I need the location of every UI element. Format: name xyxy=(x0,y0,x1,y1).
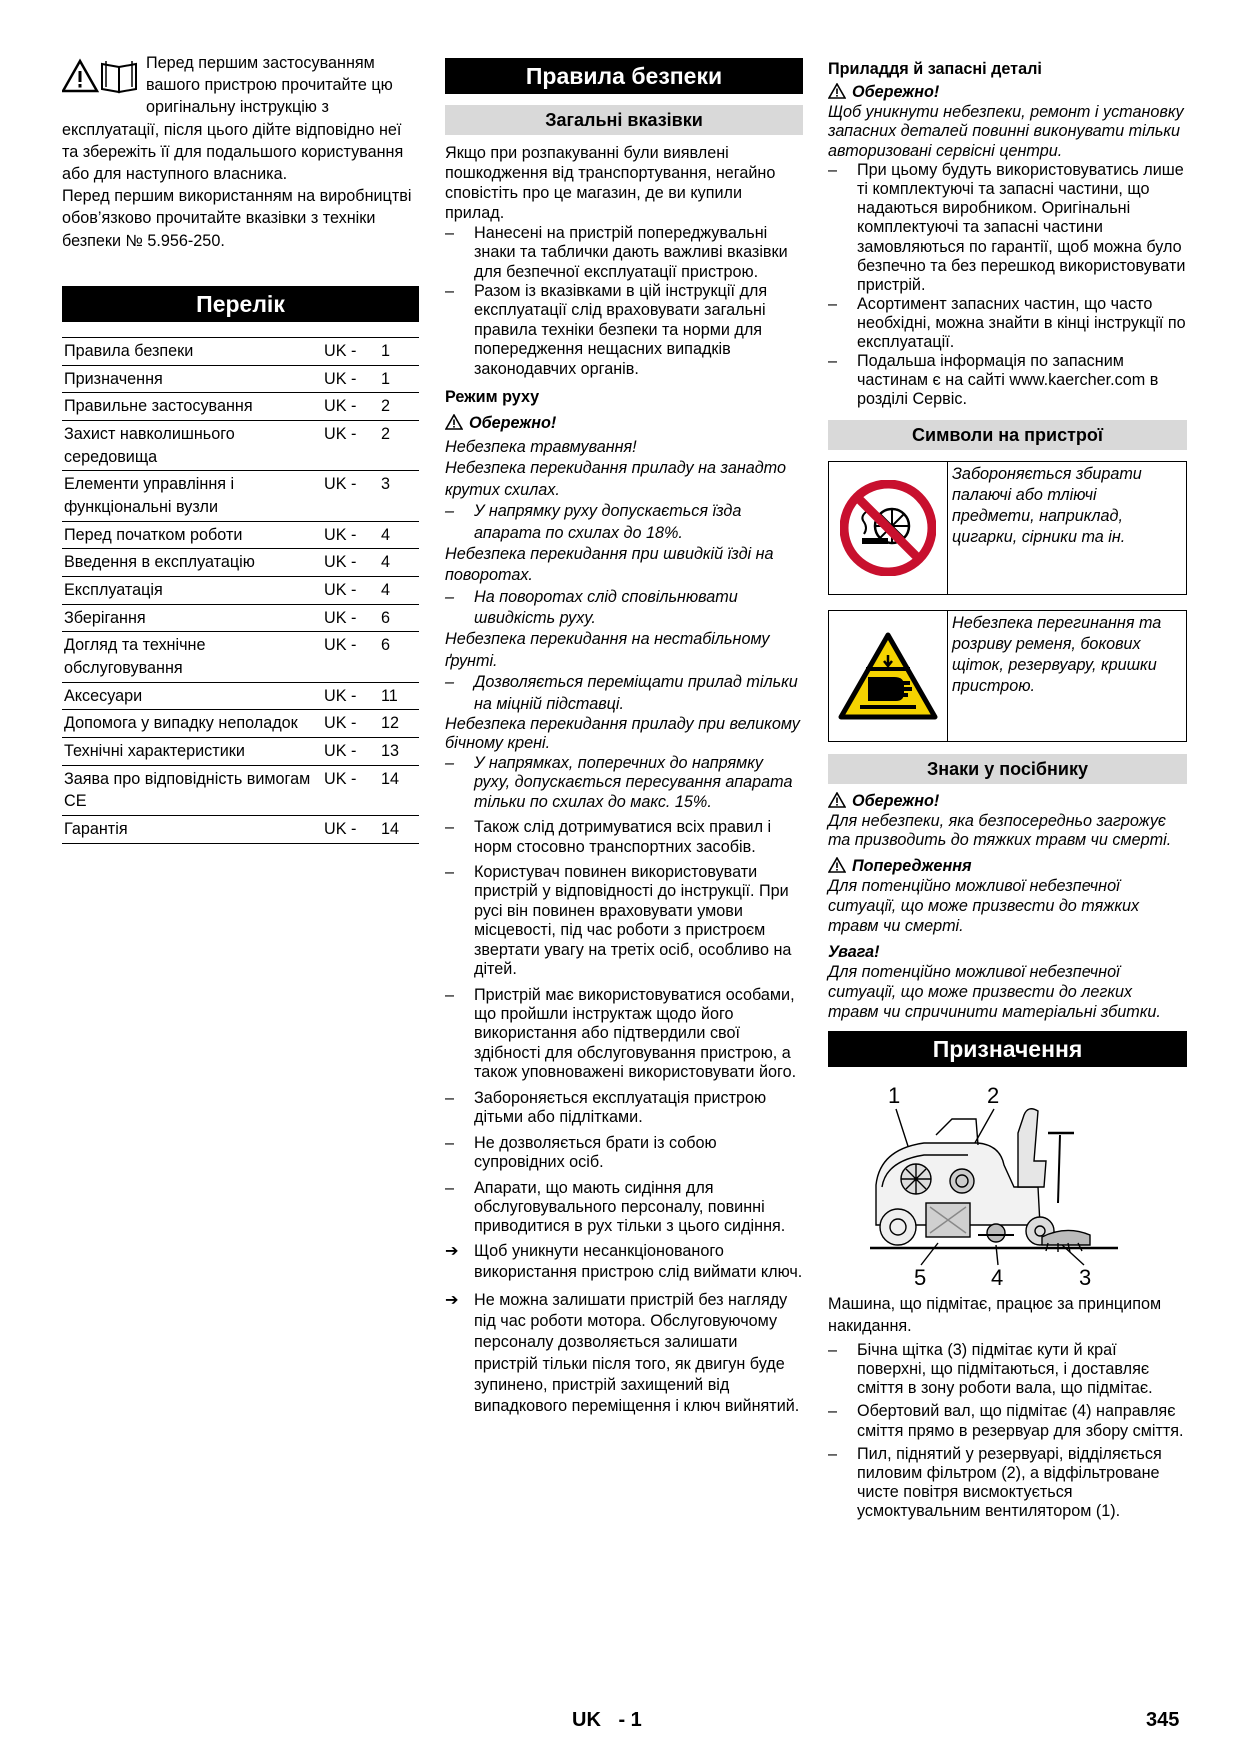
general-list xyxy=(445,224,803,380)
arrow-item: ➔ Щоб уникнути несанкціонованого використання пристрою слід виймати ключ. xyxy=(445,1241,803,1282)
sweeper-machine-illustration xyxy=(828,1075,1185,1297)
toc-label: Призначення xyxy=(62,365,324,393)
no-burning-objects-icon xyxy=(840,480,936,576)
drive-line: Небезпека перекидання на нестабільному ґрунті. xyxy=(445,630,770,670)
toc-prefix: UK - xyxy=(324,365,379,393)
toc-label: Допомога у випадку неполадок xyxy=(62,710,324,738)
list-item: – Пил, піднятий у резервуарі, відділяється пиловим фільтром (2), а відфільтроване чисте повітря висмоктується усмоктувальним вентилятором (1). xyxy=(828,1444,1162,1520)
toc-prefix: UK - xyxy=(324,604,379,632)
warning-icon xyxy=(828,857,846,873)
drive-warnings xyxy=(445,437,803,812)
figure-label: 2 xyxy=(987,1082,1000,1108)
arrow-icon: ➔ xyxy=(445,1241,459,1260)
toc-prefix: UK - xyxy=(324,738,379,766)
list-item: – Також слід дотримуватися всіх правил і норм стосовно транспортних засобів. xyxy=(445,818,772,856)
drive-dash: – У напрямках, поперечних до напрямку руху, допускається пересування апарата тільки по схилах до макс. 15%. xyxy=(445,753,793,811)
symbol-picture xyxy=(829,462,948,594)
toc-page: 4 xyxy=(379,577,419,605)
column-left xyxy=(62,52,419,844)
toc-row xyxy=(62,682,419,710)
toc-prefix: UK - xyxy=(324,521,379,549)
list-item: – Обертовий вал, що підмітає (4) направляє сміття прямо в резервуар для збору сміття. xyxy=(828,1402,1184,1440)
toc-page: 3 xyxy=(379,471,419,521)
drive-dash: – На поворотах слід сповільнювати швидкість руху. xyxy=(445,587,738,628)
general-text: Якщо при розпакуванні були виявлені пошкодження від транспортування, негайно сповістіть про це магазин, де ви купили прилад. xyxy=(445,144,776,222)
figure-label: 5 xyxy=(914,1264,927,1290)
drive-list xyxy=(445,818,803,1237)
warning-icon xyxy=(828,792,846,808)
toc-page: 14 xyxy=(379,765,419,815)
symbol-text: Небезпека перегинання та розриву ременя, бокових щіток, резервуару, кришки пристрою. xyxy=(952,613,1162,695)
toc-row xyxy=(62,421,419,471)
list-item: – Бічна щітка (3) підмітає кути й краї поверхні, що підмітаються, і доставляє сміття в зону роботи вала, що підмітає. xyxy=(828,1341,1153,1398)
pinch-hazard-icon xyxy=(838,631,938,721)
toc-prefix: UK - xyxy=(324,682,379,710)
warning-icon xyxy=(445,414,463,430)
toc-label: Перед початком роботи xyxy=(62,521,324,549)
accessories-list xyxy=(828,161,1187,409)
toc-row xyxy=(62,632,419,682)
drive-line: Небезпека перекидання при швидкій їзді на поворотах. xyxy=(445,544,774,585)
toc-page: 11 xyxy=(379,682,419,710)
list-item: – Разом із вказівками в цій інструкції для експлуатації слід враховувати загальні правила техніки безпеки та норми для попередження нещасних випадків законодавчих органів. xyxy=(445,282,768,378)
toc-page: 6 xyxy=(379,604,419,632)
toc-prefix: UK - xyxy=(324,421,379,471)
toc-prefix: UK - xyxy=(324,632,379,682)
toc-label: Експлуатація xyxy=(62,577,324,605)
read-manual-icons xyxy=(62,58,138,100)
symbols-title: Символи на пристрої xyxy=(828,420,1187,450)
signs-attention-head: Увага! xyxy=(828,943,880,962)
drive-dash: – Дозволяється переміщати прилад тільки на міцній підставці. xyxy=(445,673,798,713)
toc-label: Зберігання xyxy=(62,604,324,632)
list-item: – Не дозволяється брати із собою супровідних осіб. xyxy=(445,1133,717,1172)
signs-warning-text: Для потенційно можливої небезпечної ситуації, що може призвести до тяжких травм чи смерті. xyxy=(828,877,1140,936)
safety-title: Правила безпеки xyxy=(445,58,803,94)
warning-icon xyxy=(828,83,846,99)
footer-page-number: 345 xyxy=(1146,1709,1180,1731)
signs-caution-head: Обережно! xyxy=(828,792,1187,812)
toc-label: Введення в експлуатацію xyxy=(62,549,324,577)
arrow-item: ➔ Не можна залишати пристрій без нагляду під час роботи мотора. Обслуговуючому персоналу дозволяється залишати пристрій тільки після того, як двигун буде зупинено, пристрій захищений від випадкового переміщення і ключ вийнятий. xyxy=(445,1290,800,1416)
toc-row xyxy=(62,393,419,421)
list-item: – Апарати, що мають сидіння для обслуговувального персоналу, повинні приводитися в рух тільки з цього сидіння. xyxy=(445,1178,786,1236)
toc-row xyxy=(62,816,419,844)
list-item: – Пристрій має використовуватися особами, що пройшли інструктаж щодо його використання або підтвердили свої здібності для обслуговування пристрою, а також уповноважені використовувати його. xyxy=(445,985,797,1082)
toc-row xyxy=(62,765,419,815)
toc-page: 13 xyxy=(379,738,419,766)
purpose-title: Призначення xyxy=(828,1031,1187,1067)
toc-label: Елементи управління і функціональні вузли xyxy=(62,471,324,521)
toc-row xyxy=(62,577,419,605)
drive-dash: – У напрямку руху допускається їзда апарата по схилах до 18%. xyxy=(445,502,742,542)
list-item: – Забороняється експлуатація пристрою дітьми або підлітками. xyxy=(445,1088,767,1127)
toc-page: 4 xyxy=(379,521,419,549)
toc-label: Догляд та технічне обслуговування xyxy=(62,632,324,682)
toc-prefix: UK - xyxy=(324,765,379,815)
accessories-title: Приладдя й запасні деталі xyxy=(828,60,1042,78)
sweeper-figure xyxy=(828,1075,1187,1297)
column-right xyxy=(828,52,1187,1521)
toc-prefix: UK - xyxy=(324,471,379,521)
toc-prefix: UK - xyxy=(324,393,379,421)
intro-paragraph-2: Перед першим використанням на виробництві обов’язково прочитайте вказівки з техніки безпеки № 5.956-250. xyxy=(62,187,412,250)
symbol-picture xyxy=(829,611,948,741)
symbol-text: Забороняється збирати палаючі або тліючі предмети, наприклад, цигарки, сірники та ін. xyxy=(952,464,1142,546)
symbol-box-pinch xyxy=(828,610,1187,742)
toc-page: 2 xyxy=(379,393,419,421)
accessories-caution: Обережно! xyxy=(828,83,1187,103)
toc-title: Перелік xyxy=(62,286,419,322)
list-item: – Користувач повинен використовувати пристрій у відповідності до інструкції. При русі він повинен враховувати умови місцевості, під час роботи з пристроєм звертати увагу на третіх осіб, особливо на дітей. xyxy=(445,862,792,979)
toc-label: Гарантія xyxy=(62,816,324,844)
drive-caution: Обережно! xyxy=(445,414,803,434)
signs-attention-text: Для потенційно можливої небезпечної ситуації, що може призвести до легких травм чи спричинити матеріальні збитки. xyxy=(828,962,1161,1021)
toc-row xyxy=(62,471,419,521)
toc-page: 14 xyxy=(379,816,419,844)
column-middle xyxy=(445,52,803,1418)
list-item: – Асортимент запасних частин, що часто необхідні, можна знайти в кінці інструкції по експлуатації. xyxy=(828,294,1186,352)
figure-label: 3 xyxy=(1079,1264,1092,1290)
drive-line: Небезпека травмування! xyxy=(445,438,637,457)
figure-label: 4 xyxy=(991,1264,1004,1290)
list-item: – Нанесені на пристрій попереджувальні знаки та таблички дають важливі вказівки для безпечної експлуатації пристрою. xyxy=(445,223,788,281)
accessories-warning-text: Щоб уникнути небезпеки, ремонт і установку запасних деталей повинні виконувати тільки авторизовані сервісні центри. xyxy=(828,102,1184,160)
toc-row xyxy=(62,521,419,549)
list-item: – При цьому будуть використовуватись лише ті комплектуючі та запасні частини, що надаються виробником. Оригінальні комплектуючі та запасні частини замовляються по гарантії, щоб можна було безпечно та без перешкод використовувати пристрій. xyxy=(828,161,1186,294)
toc-label: Технічні характеристики xyxy=(62,738,324,766)
drive-line: Небезпека перекидання приладу при великому бічному крені. xyxy=(445,714,800,753)
toc-prefix: UK - xyxy=(324,816,379,844)
warning-book-icon xyxy=(62,58,138,94)
symbol-box-fire xyxy=(828,461,1187,595)
toc-prefix: UK - xyxy=(324,577,379,605)
toc-page: 4 xyxy=(379,549,419,577)
figure-label: 1 xyxy=(888,1082,901,1108)
toc-page: 1 xyxy=(379,365,419,393)
general-title: Загальні вказівки xyxy=(445,105,803,135)
toc-table xyxy=(62,337,419,844)
footer-page-sep: - 1 xyxy=(618,1709,642,1731)
toc-row xyxy=(62,549,419,577)
signs-caution-text: Для небезпеки, яка безпосередньо загрожує та призводить до тяжких травм чи смерті. xyxy=(828,811,1172,850)
toc-row xyxy=(62,365,419,393)
purpose-text: Машина, що підмітає, працює за принципом накидання. xyxy=(828,1294,1162,1335)
toc-label: Правила безпеки xyxy=(62,338,324,366)
toc-row xyxy=(62,604,419,632)
drive-line: Небезпека перекидання приладу на занадто крутих схилах. xyxy=(445,459,786,499)
toc-row xyxy=(62,738,419,766)
list-item: – Подальша інформація по запасним частинам є на сайті www.kaercher.com в розділі Сервіс. xyxy=(828,352,1159,409)
toc-page: 6 xyxy=(379,632,419,682)
toc-page: 1 xyxy=(379,338,419,366)
toc-label: Захист навколишнього середовища xyxy=(62,421,324,471)
toc-prefix: UK - xyxy=(324,710,379,738)
toc-label: Правильне застосування xyxy=(62,393,324,421)
toc-page: 2 xyxy=(379,421,419,471)
signs-title: Знаки у посібнику xyxy=(828,754,1187,784)
toc-row xyxy=(62,710,419,738)
toc-prefix: UK - xyxy=(324,338,379,366)
intro-block xyxy=(62,52,419,274)
toc-page: 12 xyxy=(379,710,419,738)
signs-warning-head: Попередження xyxy=(828,857,1187,877)
toc-label: Заява про відповідність вимогам CE xyxy=(62,765,324,815)
toc-row xyxy=(62,338,419,366)
footer-lang: UK - 1 xyxy=(572,1709,642,1731)
toc-prefix: UK - xyxy=(324,549,379,577)
arrow-icon: ➔ xyxy=(445,1290,459,1309)
drive-title: Режим руху xyxy=(445,388,540,407)
toc-label: Аксесуари xyxy=(62,682,324,710)
purpose-list xyxy=(828,1341,1187,1521)
intro-paragraph-1: Перед першим застосуванням вашого пристрою прочитайте цю оригінальну інструкцію з експлуатації, після цього дійте відповідно неї та збережіть її для подальшого користування або для наступного власника. xyxy=(62,54,404,183)
